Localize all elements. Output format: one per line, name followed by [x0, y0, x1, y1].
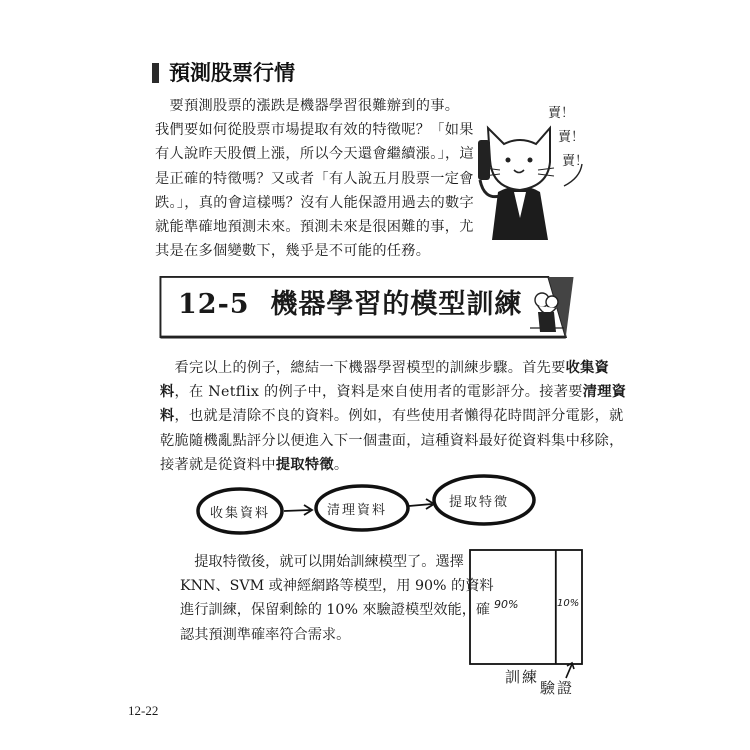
bold-term: 料 [160, 384, 175, 401]
split-paragraph [180, 550, 494, 647]
section-heading [152, 58, 295, 88]
validate-label: 驗證 [540, 679, 575, 697]
intro-line: 我們要如何從股票市場提取有效的特徵呢？「如果 [155, 122, 474, 139]
bold-term: 收集資 [565, 360, 610, 376]
intro-line: 有人說昨天股價上漲，所以今天還會繼續漲。」，這 [155, 146, 475, 163]
training-text: 看完以上的例子，總結一下機器學習模型的訓練步驟。首先要 [160, 360, 566, 376]
mouse-illustration [526, 290, 568, 334]
flow-step-extract: 提取特徵 [449, 495, 510, 510]
training-text: 乾脆隨機亂點評分以便進入下一個畫面，這種資料最好從資料集中移除， [160, 432, 624, 449]
speech-word: 賣！ [558, 130, 585, 145]
training-text: ，也就是清除不良的資料。例如，有些使用者懶得花時間評分電影，就 [174, 408, 624, 425]
split-line: 提取特徵後，就可以開始訓練模型了。選擇 [180, 554, 464, 570]
intro-line: 其是在多個變數下，幾乎是不可能的任務。 [155, 243, 431, 260]
heading-bar-icon [152, 63, 159, 83]
training-paragraph [160, 356, 627, 477]
flow-step-clean: 清理資料 [327, 503, 388, 518]
speech-word: 賣！ [548, 106, 575, 121]
flow-step-collect: 收集資料 [210, 506, 271, 521]
speech-word: 賣！ [562, 154, 589, 169]
train-percent: 90% [494, 598, 519, 611]
training-text: ，在 Netflix 的例子中，資料是來自使用者的電影評分。接著要 [174, 384, 583, 401]
bold-term: 提取特徵 [275, 456, 334, 473]
split-line: KNN、SVM 或神經網路等模型，用 90% 的資料 [180, 578, 494, 595]
split-line: 認其預測準確率符合需求。 [180, 626, 351, 643]
bold-term: 清理資 [582, 384, 627, 401]
intro-line: 就能準確地預測未來。預測未來是很困難的事，尤 [155, 219, 474, 236]
test-percent: 10% [557, 598, 580, 609]
speech-tail-icon [560, 160, 590, 190]
split-line: 進行訓練，保留剩餘的 10% 來驗證模型效能，確 [180, 602, 491, 619]
intro-line: 要預測股票的漲跌是機器學習很難辦到的事。 [155, 98, 460, 114]
bold-term: 料 [160, 408, 175, 425]
arrow-up-icon [560, 660, 580, 680]
training-text: 接著就是從資料中 [160, 456, 276, 473]
section-heading-text: 預測股票行情 [169, 61, 295, 85]
intro-line: 跌。」，真的會這樣嗎？沒有人能保證用過去的數字 [155, 194, 475, 211]
training-text: 。 [333, 456, 349, 473]
train-label: 訓練 [505, 668, 540, 686]
intro-paragraph [155, 94, 475, 263]
intro-line: 是正確的特徵嗎？又或者「有人說五月股票一定會 [155, 170, 474, 187]
chapter-title: 12-5 機器學習的模型訓練 [178, 289, 523, 320]
page-number: 12-22 [128, 703, 159, 718]
